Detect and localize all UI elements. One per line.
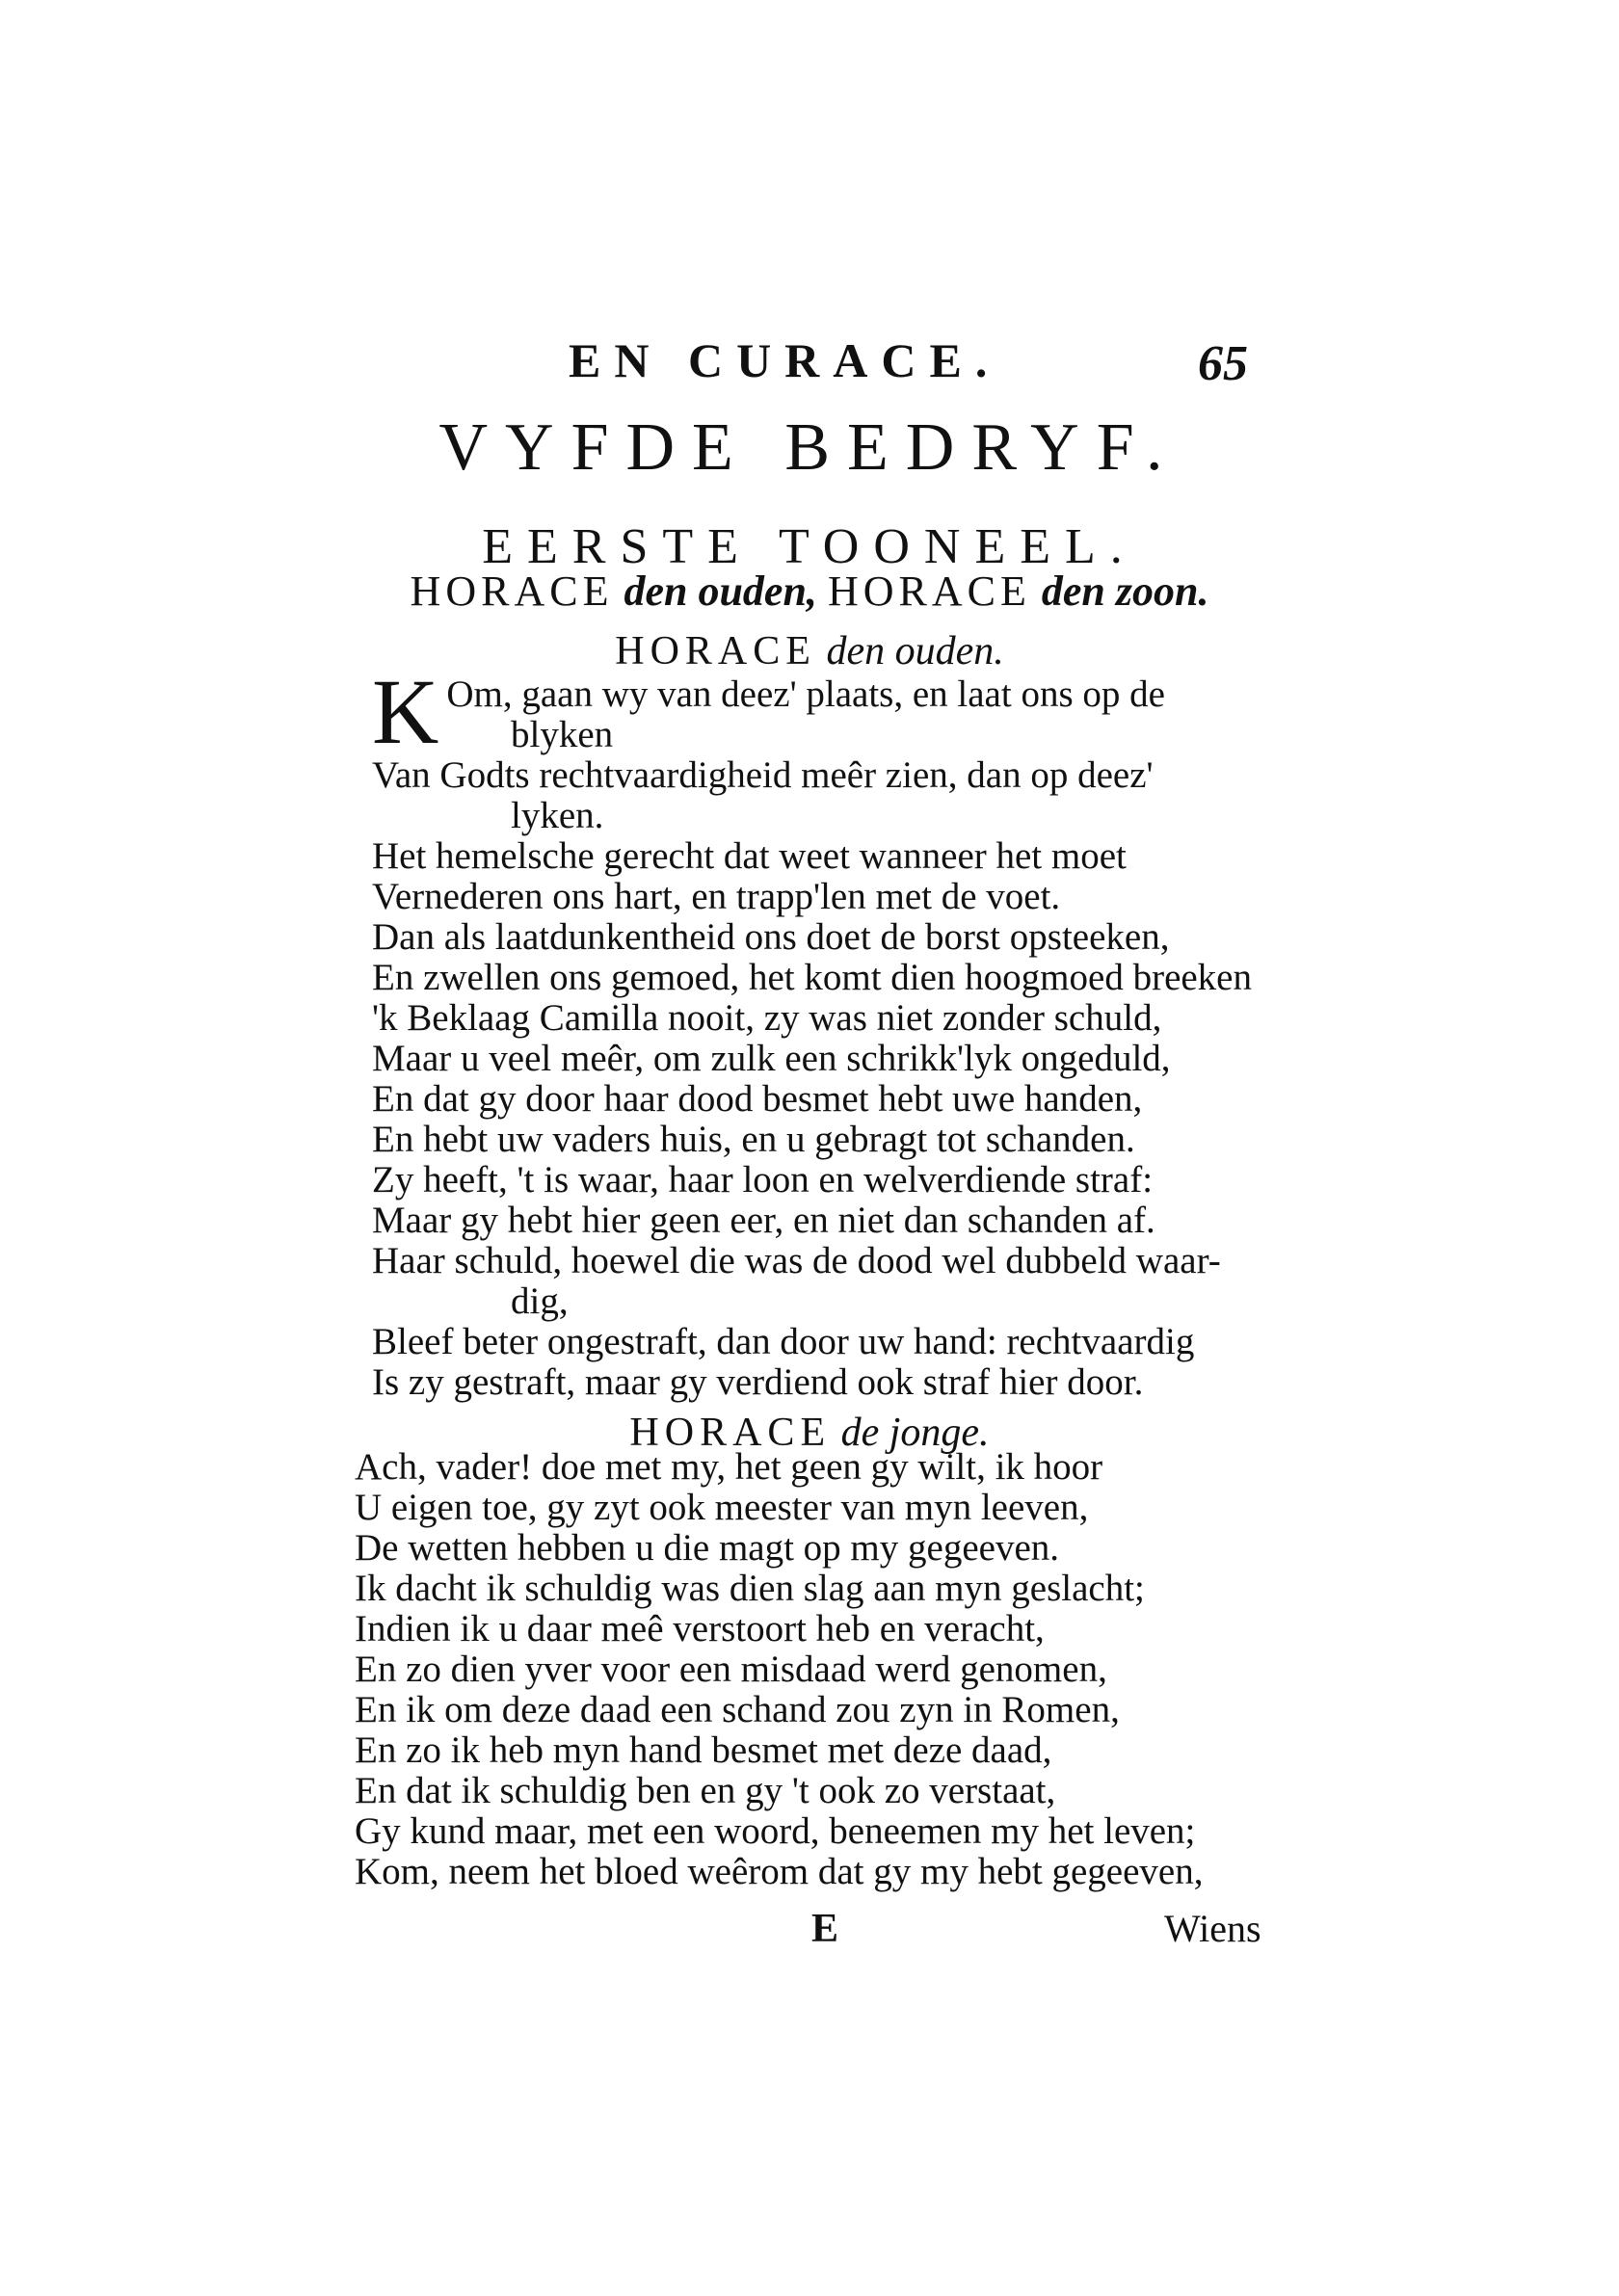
- verse-line: Ach, vader! doe met my, het geen gy wilt, ik hoor: [355, 1446, 1103, 1488]
- verse-line: Indien ik u daar meê verstoort heb en veracht,: [355, 1608, 1045, 1649]
- act-title: VYFDE BEDRYF.: [438, 410, 1181, 485]
- verse-line: Ik dacht ik schuldig was dien slag aan myn geslacht;: [355, 1568, 1145, 1609]
- person-1-name: HORACE: [410, 567, 614, 615]
- verse-line: Van Godts rechtvaardigheid meêr zien, dan op deez': [372, 754, 1154, 796]
- page-number: 65: [1198, 336, 1248, 391]
- speech-2-verse: [355, 1447, 1203, 1892]
- verse-line: Haar schuld, hoewel die was de dood wel dubbeld waar-: [372, 1240, 1221, 1281]
- scene-title: EERSTE TOONEEL.: [482, 519, 1137, 574]
- speaker-2-name: HORACE: [629, 1411, 832, 1455]
- verse-line: blyken: [511, 714, 614, 755]
- verse-line: En dat gy door haar dood besmet hebt uwe handen,: [372, 1078, 1143, 1120]
- person-1-desc: den ouden,: [624, 567, 817, 615]
- verse-line: Het hemelsche gerecht dat weet wanneer het moet: [372, 835, 1127, 877]
- verse-line: Is zy gestraft, maar gy verdiend ook straf hier door.: [372, 1361, 1144, 1403]
- dramatis-personae: [0, 567, 1619, 616]
- verse-line: Zy heeft, 't is waar, haar loon en welverdiende straf:: [372, 1159, 1154, 1201]
- verse-line: dig,: [511, 1280, 569, 1322]
- verse-line: En ik om deze daad een schand zou zyn in Romen,: [355, 1689, 1120, 1730]
- verse-line: Maar gy hebt hier geen eer, en niet dan schanden af.: [372, 1200, 1155, 1241]
- verse-line: En dat ik schuldig ben en gy 't ook zo verstaat,: [355, 1770, 1056, 1811]
- verse-line: Bleef beter ongestraft, dan door uw hand: rechtvaardig: [372, 1321, 1195, 1362]
- verse-line: Vernederen ons hart, en trapp'len met de voet.: [372, 876, 1061, 917]
- verse-line: U eigen toe, gy zyt ook meester van myn leeven,: [355, 1487, 1089, 1528]
- speaker-1-name: HORACE: [615, 629, 816, 673]
- verse-line: De wetten hebben u die magt op my gegeeven.: [355, 1527, 1060, 1569]
- verse-line: En zo ik heb myn hand besmet met deze daad,: [355, 1729, 1052, 1771]
- verse-line: Maar u veel meêr, om zulk een schrikk'lyk ongeduld,: [372, 1038, 1171, 1079]
- running-head: EN CURACE.: [569, 333, 1001, 387]
- verse-line: En hebt uw vaders huis, en u gebragt tot schanden.: [372, 1119, 1135, 1160]
- speaker-2-desc: de jonge.: [840, 1411, 990, 1455]
- speech-1-verse: [372, 660, 1252, 1403]
- verse-line: Dan als laatdunkentheid ons doet de borst opsteeken,: [372, 916, 1170, 958]
- person-2-name: HORACE: [827, 567, 1031, 615]
- verse-line: En zo dien yver voor een misdaad werd genomen,: [355, 1649, 1107, 1690]
- signature-mark: E: [811, 1907, 839, 1951]
- verse-line: En zwellen ons gemoed, het komt dien hoogmoed breeken: [372, 957, 1252, 998]
- verse-line: lyken.: [511, 795, 604, 836]
- person-2-desc: den zoon.: [1041, 567, 1209, 615]
- verse-line: Om, gaan wy van deez' plaats, en laat ons op de: [446, 673, 1165, 715]
- catchword: Wiens: [1164, 1907, 1261, 1950]
- speaker-1-desc: den ouden.: [826, 629, 1004, 673]
- verse-line: Kom, neem het bloed weêrom dat gy my hebt gegeeven,: [355, 1851, 1204, 1892]
- verse-line: Gy kund maar, met een woord, beneemen my het leven;: [355, 1810, 1196, 1852]
- verse-line: 'k Beklaag Camilla nooit, zy was niet zonder schuld,: [372, 997, 1162, 1039]
- drop-cap: K: [372, 660, 439, 763]
